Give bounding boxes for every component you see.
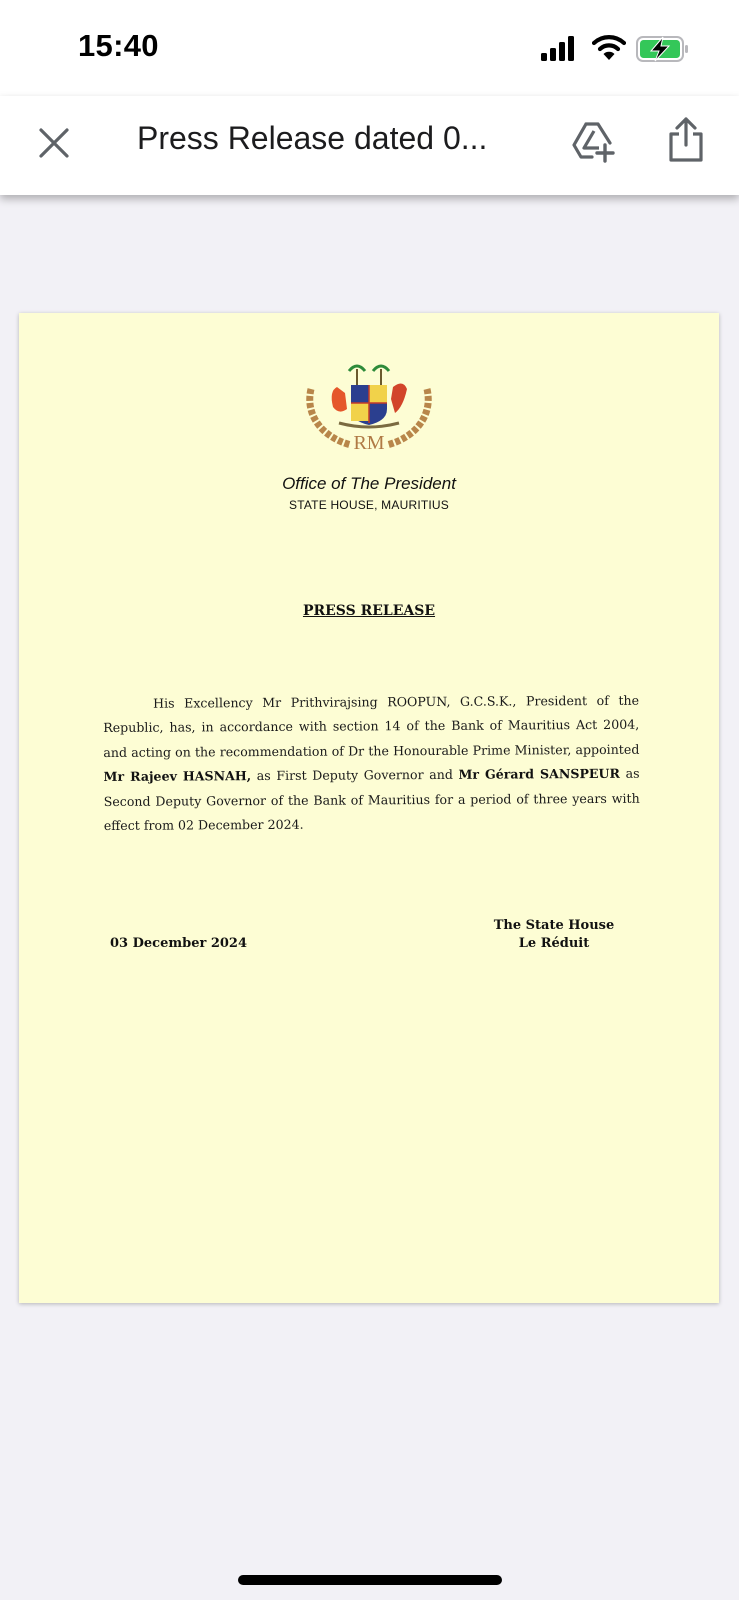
battery-charging-icon xyxy=(636,36,690,62)
office-name: Office of The President xyxy=(282,474,456,493)
document-page xyxy=(19,313,719,1303)
share-icon[interactable] xyxy=(666,116,706,164)
press-release-body xyxy=(103,689,640,839)
release-place xyxy=(479,917,629,953)
document-toolbar xyxy=(0,96,739,195)
wifi-icon xyxy=(592,34,626,62)
place-line-2: Le Réduit xyxy=(518,936,590,951)
body-part-1: His Excellency Mr Prithvirajsing ROOPUN, G.C.S.K., President of the Republic, has, in accordance with section 14 of the Bank of Mauritius Act 2004, and acting on the recommendation of Dr the Honourable Prime Minister, appointed xyxy=(103,692,640,760)
appointee-1: Mr Rajeev HASNAH, xyxy=(103,768,252,785)
home-indicator[interactable] xyxy=(238,1575,502,1585)
office-address: STATE HOUSE, MAURITIUS xyxy=(289,498,449,512)
coat-of-arms-emblem xyxy=(299,359,439,459)
appointee-2: Mr Gérard SANSPEUR xyxy=(458,766,621,783)
emblem-monogram: RM xyxy=(353,432,385,454)
release-date: 03 December 2024 xyxy=(110,936,248,951)
place-line-1: The State House xyxy=(493,918,615,933)
status-bar xyxy=(0,0,739,96)
press-release-heading: PRESS RELEASE xyxy=(302,603,436,619)
body-part-2: as First Deputy Governor and xyxy=(251,767,459,784)
status-time: 15:40 xyxy=(78,28,159,63)
add-to-drive-icon[interactable] xyxy=(572,121,616,163)
close-icon[interactable] xyxy=(36,125,72,161)
body-part-3: as Second Deputy Governor of the Bank of Mauritius for a period of three years with effect from 02 December 2024. xyxy=(103,765,640,834)
cellular-signal-icon xyxy=(540,36,578,62)
document-title: Press Release dated 0... xyxy=(137,120,488,156)
